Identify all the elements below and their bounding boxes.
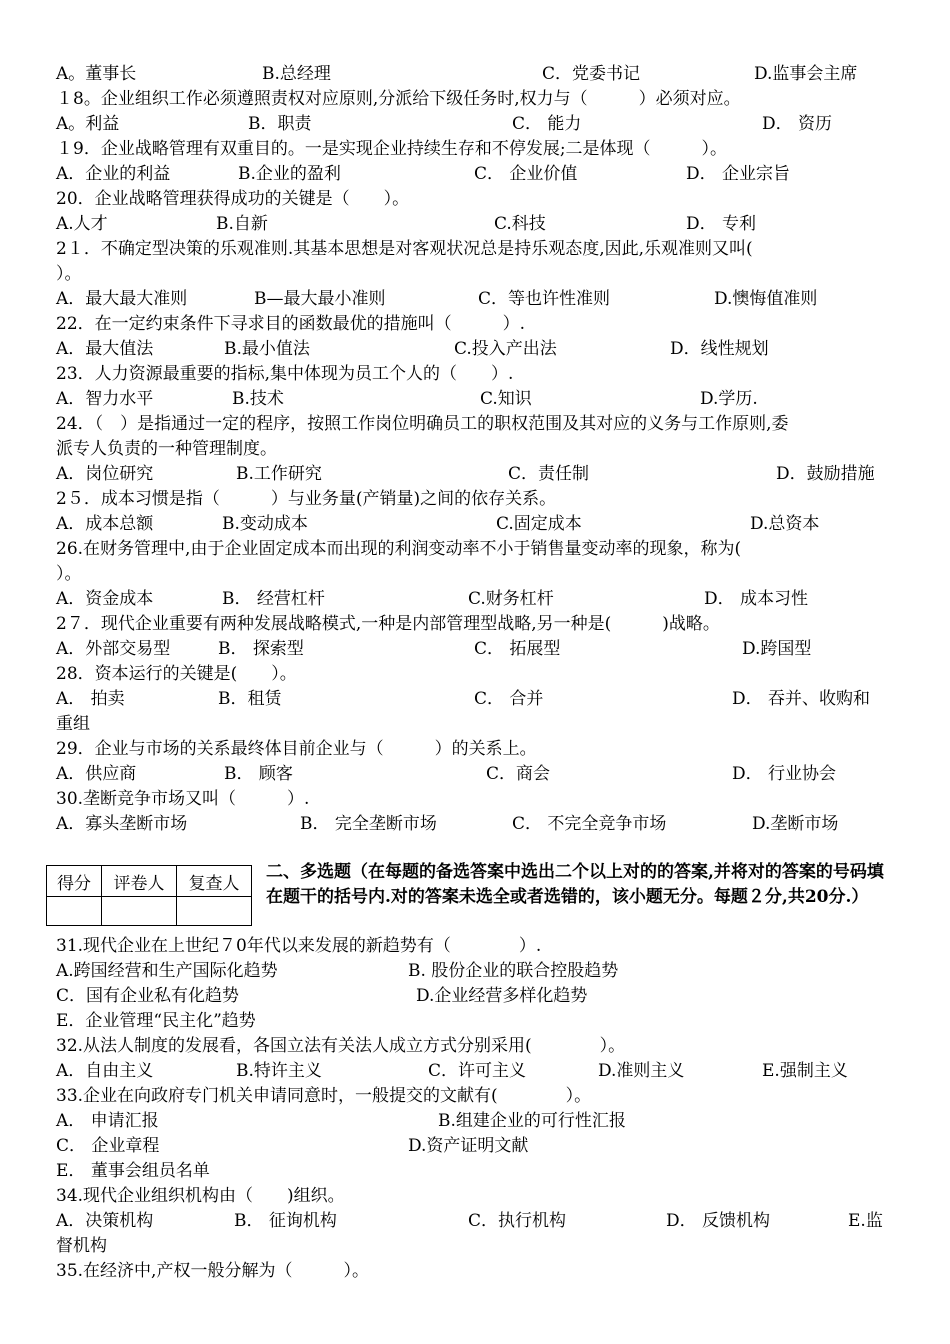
- option-c: C． 企业章程: [56, 1136, 160, 1156]
- question-35: 35.在经济中,产权一般分解为（ ）。: [56, 1261, 369, 1281]
- option-a: A．决策机构: [56, 1211, 154, 1231]
- score-table: [46, 865, 252, 926]
- option-d: D.跨国型: [742, 639, 812, 659]
- option-a: A．寡头垄断市场: [56, 814, 188, 834]
- option-c: C． 企业价值: [474, 164, 578, 184]
- question-24: 24．（ ）是指通过一定的程序，按照工作岗位明确员工的职权范围及其对应的义务与工作原则,委: [56, 414, 789, 434]
- option-b: B． 探索型: [218, 639, 304, 659]
- option-a: A．最大值法: [56, 339, 154, 359]
- option-c: C．商会: [486, 764, 551, 784]
- q34-option-e-cont: 督机构: [56, 1236, 107, 1256]
- option-c: C．等也许性准则: [478, 289, 611, 309]
- option-b: B—最大最小准则: [254, 289, 386, 309]
- option-b: B．租赁: [218, 689, 282, 709]
- q28-option-d-cont: 重组: [56, 714, 90, 734]
- option-d: D.企业经营多样化趋势: [416, 986, 588, 1006]
- reviewer-cell: [177, 897, 252, 926]
- option-b: B．职责: [248, 114, 312, 134]
- option-a: A． 申请汇报: [56, 1111, 159, 1131]
- option-a: A.跨国经营和生产国际化趋势: [56, 961, 278, 981]
- option-c: C.财务杠杆: [468, 589, 554, 609]
- score-cell: [47, 897, 102, 926]
- q31-option-e: E．企业管理“民主化”趋势: [56, 1011, 256, 1031]
- option-d: D．鼓励措施: [776, 464, 875, 484]
- option-b: B.特许主义: [236, 1061, 322, 1081]
- question-26-cont: ）。: [56, 564, 82, 584]
- option-b: B.工作研究: [236, 464, 322, 484]
- option-c: C．党委书记: [542, 64, 641, 84]
- option-c: C．责任制: [508, 464, 590, 484]
- option-c: C． 能力: [512, 114, 582, 134]
- grader-cell: [102, 897, 177, 926]
- option-e: E.强制主义: [762, 1061, 848, 1081]
- question-30: 30.垄断竞争市场又叫（ ）.: [56, 789, 310, 809]
- option-b: B.技术: [232, 389, 284, 409]
- reviewer-header: 复查人: [177, 866, 252, 897]
- option-d: D.懊悔值准则: [714, 289, 818, 309]
- option-c: C．执行机构: [468, 1211, 567, 1231]
- option-a: A．智力水平: [56, 389, 154, 409]
- option-c: C.知识: [480, 389, 532, 409]
- option-b: B.变动成本: [222, 514, 308, 534]
- question-33: 33.企业在向政府专门机关申请同意时，一般提交的文献有( ）。: [56, 1086, 592, 1106]
- option-b: B． 征询机构: [234, 1211, 337, 1231]
- question-18: １8。企业组织工作必须遵照责权对应原则,分派给下级任务时,权力与（ ）必须对应。: [56, 89, 741, 109]
- option-c: C.固定成本: [496, 514, 582, 534]
- option-d: D． 成本习性: [704, 589, 809, 609]
- option-b: B. 股份企业的联合控股趋势: [408, 961, 619, 981]
- question-29: 29．企业与市场的关系最终体目前企业与（ ）的关系上。: [56, 739, 537, 759]
- question-22: 22．在一定约束条件下寻求目的函数最优的措施叫（ ）.: [56, 314, 526, 334]
- option-a: A。利益: [56, 114, 120, 134]
- option-d: D.学历.: [700, 389, 758, 409]
- option-a: A．成本总额: [56, 514, 154, 534]
- option-a: A．自由主义: [56, 1061, 154, 1081]
- option-c: C．许可主义: [428, 1061, 527, 1081]
- option-c: C．国有企业私有化趋势: [56, 986, 240, 1006]
- option-d: D.总资本: [750, 514, 820, 534]
- option-a: A．外部交易型: [56, 639, 171, 659]
- option-d: D． 资历: [762, 114, 833, 134]
- option-a: A．供应商: [56, 764, 137, 784]
- option-a: A．最大最大准则: [56, 289, 188, 309]
- option-b: B.最小值法: [224, 339, 310, 359]
- option-c: C.科技: [494, 214, 546, 234]
- question-27: 2７．现代企业重要有两种发展战略模式,一种是内部管理型战略,另一种是( )战略。: [56, 614, 720, 634]
- option-a: A．资金成本: [56, 589, 154, 609]
- option-a: A．岗位研究: [56, 464, 154, 484]
- option-b: B.自新: [216, 214, 268, 234]
- option-d: D． 企业宗旨: [686, 164, 791, 184]
- score-header: 得分: [47, 866, 102, 897]
- option-b: B.企业的盈利: [238, 164, 341, 184]
- option-a: A． 拍卖: [56, 689, 125, 709]
- question-31: 31.现代企业在上世纪７0年代以来发展的新趋势有（ ）.: [56, 936, 542, 956]
- question-25: 2５．成本习惯是指（ ）与业务量(产销量)之间的依存关系。: [56, 489, 557, 509]
- grader-header: 评卷人: [102, 866, 177, 897]
- option-c: C． 拓展型: [474, 639, 561, 659]
- option-b: B． 顾客: [224, 764, 293, 784]
- option-d: D.垄断市场: [752, 814, 839, 834]
- section-2-title: 二、多选题（在每题的备选答案中选出二个以上对的的答案,并将对的答案的号码填在题干的括号内.对的答案未选全或者选错的，该小题无分。每题２分,共20分.）: [266, 862, 884, 907]
- option-d: D.监事会主席: [754, 64, 858, 84]
- option-a: A。董事长: [56, 64, 137, 84]
- option-d: D． 吞并、收购和: [732, 689, 871, 709]
- q33-option-e: E． 董事会组员名单: [56, 1161, 210, 1181]
- option-d: D.资产证明文献: [408, 1136, 529, 1156]
- option-c: C． 合并: [474, 689, 544, 709]
- option-a: A.人才: [56, 214, 108, 234]
- option-c: C.投入产出法: [454, 339, 557, 359]
- option-a: A．企业的利益: [56, 164, 171, 184]
- option-d: D．线性规划: [670, 339, 769, 359]
- question-26: 26.在财务管理中,由于企业固定成本而出现的利润变动率不小于销售量变动率的现象，称为(: [56, 539, 742, 559]
- option-d: D． 反馈机构: [666, 1211, 771, 1231]
- option-d: D． 专利: [686, 214, 757, 234]
- option-c: C． 不完全竞争市场: [512, 814, 667, 834]
- question-21-cont: ）。: [56, 264, 82, 284]
- option-e: E.监: [848, 1211, 883, 1231]
- question-32: 32.从法人制度的发展看，各国立法有关法人成立方式分别采用( ）。: [56, 1036, 626, 1056]
- question-19: １9．企业战略管理有双重目的。一是实现企业持续生存和不停发展;二是体现（ ）。: [56, 139, 728, 159]
- option-d: D． 行业协会: [732, 764, 837, 784]
- question-20: 20．企业战略管理获得成功的关键是（ ）。: [56, 189, 410, 209]
- question-23: 23．人力资源最重要的指标,集中体现为员工个人的（ ）.: [56, 364, 514, 384]
- option-b: B． 完全垄断市场: [300, 814, 437, 834]
- option-b: B.组建企业的可行性汇报: [438, 1111, 626, 1131]
- option-b: B． 经营杠杆: [222, 589, 325, 609]
- option-d: D.准则主义: [598, 1061, 685, 1081]
- question-28: 28．资本运行的关键是( ）。: [56, 664, 297, 684]
- question-21: 2１．不确定型决策的乐观准则.其基本思想是对客观状况总是持乐观态度,因此,乐观准则又叫(: [56, 239, 753, 259]
- question-24-cont: 派专人负责的一种管理制度。: [56, 439, 277, 459]
- question-34: 34.现代企业组织机构由（ )组织。: [56, 1186, 345, 1206]
- option-b: B.总经理: [262, 64, 331, 84]
